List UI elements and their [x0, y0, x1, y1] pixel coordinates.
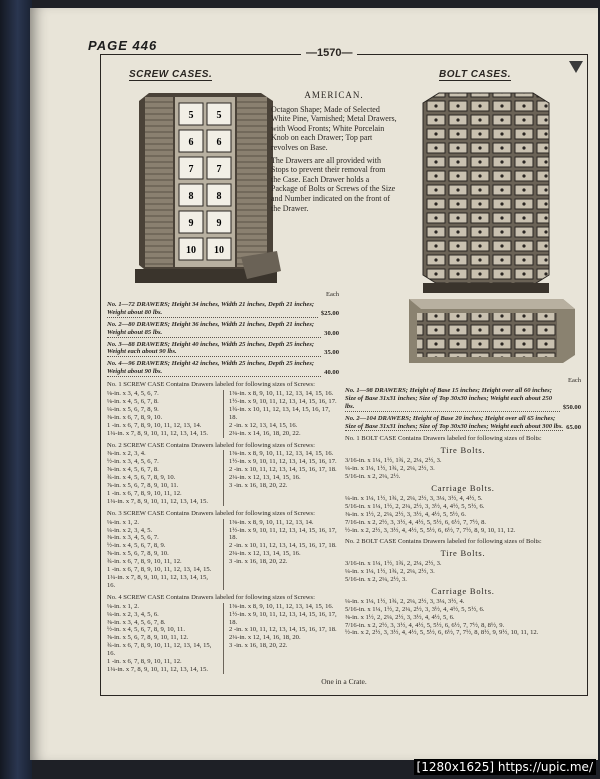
size-entry: 2¼-in. x 12, 13, 14, 15, 16.: [229, 550, 301, 558]
item-description: No. 2—104 DRAWERS; Height of Base 20 inches; Height over all 65 inches; Size of Base 31x31 inches; Size of Top 30x30 inches; Weight each about 300 lbs.: [345, 414, 564, 430]
section-title: No. 2 SCREW CASE Contains Drawers labeled for following sizes of Screws:: [107, 441, 315, 449]
size-entry: ⅜-in. x 2, 3, 4.: [107, 450, 146, 458]
size-entry: ⅛-in. x 1, 2.: [107, 602, 140, 610]
bolt-case-illustration: [403, 85, 583, 365]
description-title: AMERICAN.: [304, 90, 364, 100]
size-entry: 1¼-in. x 7, 8, 9, 10, 11, 12, 13, 14, 15.: [107, 497, 209, 505]
size-entry: ⅜-in. x 3, 4, 5, 6, 7.: [107, 534, 159, 542]
size-entry: 2 -in. x 10, 11, 12, 13, 14, 15, 16, 17, 18.: [229, 626, 337, 634]
drawer-number: 5: [216, 110, 222, 121]
size-entry: 1½-in. x 9, 10, 11, 12, 13, 14, 15, 16, 17, 18.: [229, 526, 337, 542]
size-entry: ⅝-in. x 4, 5, 6, 7, 8.: [107, 466, 159, 474]
description-block: [271, 91, 397, 216]
bolt-cases-heading: BOLT CASES.: [439, 69, 511, 80]
each-label: Each: [568, 377, 581, 384]
size-entry: ½-in. x 3, 4, 5, 6, 7.: [107, 458, 159, 466]
section-title: No. 1 BOLT CASE Contains Drawers labeled for following sizes of Bolts:: [345, 435, 542, 443]
size-entry: 2¼-in. x 12, 14, 16, 18, 20.: [229, 634, 301, 642]
size-entry: ⅛-in. x 4, 5, 6, 7, 8.: [107, 397, 159, 405]
size-entry: 1⅜-in. x 8, 9, 10, 11, 12, 13, 14, 15, 16.: [229, 390, 334, 398]
size-entry: 1 -in. x 6, 7, 8, 9, 10, 11, 12, 13, 14.: [107, 421, 202, 429]
size-entry: ⅜-in. x 3, 4, 5, 6, 7, 8.: [107, 618, 166, 626]
size-entry: ½-in. x 2, 2½, 3, 3½, 4, 4½, 5, 5½, 6, 6½, 7, 7½, 8, 9, 10, 11, 12.: [345, 526, 516, 534]
size-list-left: [107, 450, 217, 505]
size-entry: 1½-in. x 9, 10, 11, 12, 13, 14, 15, 16, 17, 18.: [229, 610, 337, 626]
price-item: [107, 321, 339, 338]
item-description: No. 1—72 DRAWERS; Height 34 inches, Width 21 inches, Depth 21 inches; Weight about 80 lbs.: [107, 301, 318, 318]
drawer-number: 10: [186, 245, 196, 256]
size-table: [107, 519, 339, 590]
size-entry: 7/16-in. x 2, 2½, 3, 3½, 4, 4½, 5, 5½, 6, 6½, 7, 7½, 8, 8½, 9.: [345, 621, 505, 629]
size-list-right: [223, 450, 339, 505]
size-entry: 1½-in. x 9, 10, 11, 12, 13, 14, 15, 16, 17.: [229, 458, 337, 466]
item-description: No. 4—96 DRAWERS; Height 42 inches, Width 25 inches, Depth 25 inches; Weight about 90 lbs.: [107, 360, 321, 377]
each-label: Each: [326, 291, 339, 298]
drawer-number: 8: [216, 191, 222, 202]
size-list-right: [223, 603, 339, 674]
size-entry: 2 -in. x 10, 11, 12, 13, 14, 15, 16, 17, 18.: [229, 542, 337, 550]
size-entry: ⅝-in. x 5, 6, 7, 8, 9, 10, 11, 12.: [107, 634, 189, 642]
size-entry: ¼-in. x 2, 3, 4, 5.: [107, 526, 153, 534]
size-entry: ½-in. x 4, 5, 6, 7, 8, 9, 10, 11.: [107, 626, 185, 634]
size-entry: ¼-in. x 1¼, 1½, 1¾, 2, 2¼, 2½, 3.: [345, 465, 435, 473]
size-entry: ⅜-in. x 6, 7, 8, 9, 10.: [107, 413, 163, 421]
item-price: $25.00: [320, 309, 339, 317]
screw-cases-heading: SCREW CASES.: [129, 69, 213, 80]
drawer-number: 9: [216, 218, 222, 229]
screw-cases-column: [107, 291, 339, 674]
catalog-number: —1570—: [301, 47, 357, 59]
size-entry: 5/16-in. x 2, 2¼, 2½.: [345, 473, 401, 481]
bolt-group-title: Tire Bolts.: [440, 548, 486, 559]
size-entry: ½-in. x 2, 2½, 3, 3½, 4, 4½, 5, 5½, 6, 6½, 7, 7½, 8, 8½, 9, 9½, 10, 11, 12.: [345, 629, 539, 637]
size-entry: 1 -in. x 6, 7, 8, 9, 10, 11, 12.: [107, 658, 182, 666]
screw-case-illustration: [131, 87, 281, 287]
size-list-left: [107, 519, 217, 590]
size-entry: 1¼-in. x 7, 8, 9, 10, 11, 12, 13, 14, 15.: [107, 665, 209, 673]
size-entry: ⅛-in. x 3, 4, 5, 6, 7.: [107, 390, 159, 398]
drawer-number: 8: [188, 191, 194, 202]
size-table: [107, 450, 339, 505]
bolt-group-title: Tire Bolts.: [440, 445, 486, 456]
size-entry: 1⅜-in. x 8, 9, 10, 11, 12, 13, 14, 15, 16.: [229, 450, 334, 458]
size-table: [107, 390, 339, 437]
catalog-page: [30, 8, 598, 760]
size-entry: 3/16-in. x 1¼, 1½, 1¾, 2, 2¼, 2½, 3.: [345, 560, 442, 568]
size-entry: 5/16-in. x 2, 2¼, 2½, 3.: [345, 576, 407, 584]
size-entry: 1⅜-in. x 8, 9, 10, 11, 12, 13, 14, 15, 16.: [229, 602, 334, 610]
size-entry: ½-in. x 4, 5, 6, 7, 8, 9.: [107, 542, 166, 550]
content-frame: [100, 47, 588, 696]
size-table: [107, 603, 339, 674]
item-price: 65.00: [566, 423, 581, 431]
price-item: [345, 415, 581, 432]
size-list-right: [223, 519, 339, 590]
item-price: 30.00: [324, 329, 339, 337]
section-title: No. 2 BOLT CASE Contains Drawers labeled for following sizes of Bolts:: [345, 538, 542, 546]
item-price: 40.00: [324, 369, 339, 377]
size-entry: 5/16-in. x 1¼, 1½, 2, 2¼, 2½, 3, 3½, 4, 4½, 5, 5½, 6.: [345, 502, 485, 510]
book-spine: [0, 0, 32, 779]
drawer-number: 7: [188, 164, 194, 175]
price-item: [345, 387, 581, 412]
size-entry: ⅝-in. x 5, 6, 7, 8, 9, 10.: [107, 550, 169, 558]
bolt-group-title: Carriage Bolts.: [431, 482, 495, 493]
item-description: No. 1—98 DRAWERS; Height of Base 15 inches; Height over all 60 inches; Size of Base 31x31 inches; Size of Top 30x30 inches; Weight each about 250 lbs.: [345, 387, 560, 412]
size-entry: ⅛-in. x 1, 2.: [107, 518, 140, 526]
section-title: No. 3 SCREW CASE Contains Drawers labeled for following sizes of Screws:: [107, 509, 315, 517]
size-entry: 1¾-in. x 10, 11, 12, 13, 14, 15, 16, 17, 18.: [229, 405, 331, 421]
size-entry: ¼-in. x 1¼, 1½, 1¾, 2, 2¼, 2½, 3.: [345, 568, 435, 576]
size-entry: 1⅜-in. x 8, 9, 10, 11, 12, 13, 14.: [229, 518, 314, 526]
size-list-left: [107, 390, 217, 437]
drawer-number: 6: [216, 137, 222, 148]
size-entry: ¼-in. x 2, 3, 4, 5, 6.: [107, 610, 159, 618]
size-list-left: [107, 603, 217, 674]
price-item: [107, 301, 339, 318]
size-entry: ¼-in. x 1¼, 1½, 1¾, 2, 2¼, 2½, 3, 3¼, 3½, 4, 4½, 5.: [345, 494, 483, 502]
item-price: $50.00: [562, 403, 581, 411]
drawer-number: 5: [188, 110, 194, 121]
size-entry: ¼-in. x 1¼, 1½, 1¾, 2, 2¼, 2½, 3, 3¼, 3½, 4.: [345, 597, 465, 605]
size-entry: ¾-in. x 6, 7, 8, 9, 10, 11, 12.: [107, 558, 182, 566]
size-entry: ⅞-in. x 5, 6, 7, 8, 9, 10, 11.: [107, 482, 179, 490]
size-entry: ¾-in. x 6, 7, 8, 9, 10, 11, 12, 13, 14, 15, 16.: [107, 642, 212, 658]
item-price: 35.00: [324, 349, 339, 357]
drawer-number: 7: [216, 164, 222, 175]
section-title: No. 1 SCREW CASE Contains Drawers labeled for following sizes of Screws:: [107, 381, 315, 389]
price-item: [107, 341, 339, 358]
size-entry: 2 -in. x 10, 11, 12, 13, 14, 15, 16, 17, 18.: [229, 466, 337, 474]
bolt-cases-column: [345, 377, 581, 637]
size-entry: 1¼-in. x 7, 8, 9, 10, 11, 12, 13, 14, 15.: [107, 429, 209, 437]
size-entry: 1¼-in. x 7, 8, 9, 10, 11, 12, 13, 14, 15, 16.: [107, 574, 209, 589]
size-entry: 1 -in. x 6, 7, 8, 9, 10, 11, 12.: [107, 489, 182, 497]
size-entry: 1½-in. x 9, 10, 11, 12, 13, 14, 15, 16, 17.: [229, 397, 337, 405]
image-watermark: [1280x1625] https://upic.me/: [414, 759, 596, 775]
bolt-group-title: Carriage Bolts.: [431, 585, 495, 596]
item-description: No. 3—88 DRAWERS; Height 40 inches, Width 25 inches, Depth 25 inches; Weight each about 90 lbs.: [107, 341, 321, 358]
size-entry: 5/16-in. x 1¼, 1½, 2, 2¼, 2½, 3, 3½, 4, 4½, 5, 5½, 6.: [345, 605, 485, 613]
size-entry: 3 -in. x 16, 18, 20, 22.: [229, 482, 288, 490]
brand-logo-icon: [569, 61, 583, 73]
page-number: PAGE 446: [88, 38, 158, 53]
drawer-number: 9: [188, 218, 194, 229]
drawer-number: 6: [188, 137, 194, 148]
drawer-number: 10: [214, 245, 224, 256]
size-entry: 1 -in. x 6, 7, 8, 9, 10, 11, 12, 13, 14, 15.: [107, 566, 212, 574]
description-para-2: The Drawers are all provided with Stops to prevent their removal from the Case. Each Drawer holds a Package of Bolts or Screws of the Size and Number indicated on the front of the Drawer.: [271, 155, 396, 213]
size-entry: 2 -in. x 12, 13, 14, 15, 16.: [229, 421, 298, 429]
size-entry: 2¼-in. x 14, 16, 18, 20, 22.: [229, 429, 301, 437]
size-list-right: [223, 390, 339, 437]
crate-note: One in a Crate.: [321, 677, 367, 686]
size-entry: 7/16-in. x 2, 2½, 3, 3½, 4, 4½, 5, 5½, 6, 6½, 7, 7½, 8.: [345, 518, 487, 526]
size-entry: ¾-in. x 4, 5, 6, 7, 8, 9, 10.: [107, 474, 176, 482]
price-item: [107, 360, 339, 377]
description-para-1: Octagon Shape; Made of Selected White Pine, Varnished; Metal Drawers, with Wood Fronts; White Porcelain Knob on each Drawer; Top part revolves on Base.: [271, 104, 397, 152]
size-entry: 2¼-in. x 12, 13, 14, 15, 16.: [229, 474, 301, 482]
size-entry: ⅜-in. x 1½, 2, 2¼, 2½, 3, 3½, 4, 4½, 5, 6.: [345, 613, 455, 621]
size-entry: ⅜-in. x 1½, 2, 2¼, 2½, 3, 3½, 4, 4½, 5, 5½, 6.: [345, 510, 467, 518]
size-entry: 3/16-in. x 1¼, 1½, 1¾, 2, 2¼, 2½, 3.: [345, 457, 442, 465]
size-entry: 3 -in. x 16, 18, 20, 22.: [229, 642, 288, 650]
size-entry: 3 -in. x 16, 18, 20, 22.: [229, 558, 288, 566]
size-entry: ¼-in. x 5, 6, 7, 8, 9.: [107, 405, 159, 413]
item-description: No. 2—80 DRAWERS; Height 36 inches, Width 21 inches, Depth 21 inches; Weight about 85 lbs.: [107, 321, 321, 338]
section-title: No. 4 SCREW CASE Contains Drawers labeled for following sizes of Screws:: [107, 593, 315, 601]
